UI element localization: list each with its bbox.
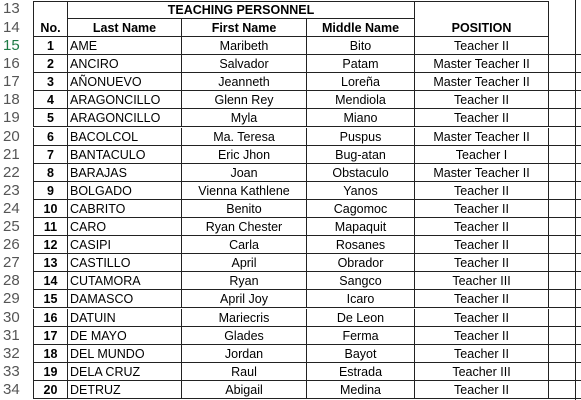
middle-name-cell[interactable]: Mendiola — [307, 91, 415, 109]
middle-name-cell[interactable]: Puspus — [307, 128, 415, 146]
row-number[interactable]: 17 — [3, 73, 20, 91]
no-cell[interactable]: 10 — [33, 200, 68, 218]
no-column-header[interactable]: No. — [33, 19, 68, 37]
position-cell[interactable]: Teacher II — [415, 182, 549, 200]
middle-name-cell[interactable]: Obstaculo — [307, 164, 415, 182]
header-row — [0, 19, 581, 37]
position-cell[interactable]: Teacher III — [415, 272, 549, 290]
first-name-cell[interactable]: Jordan — [182, 345, 307, 363]
middle-name-cell[interactable]: Ferma — [307, 327, 415, 345]
first-name-cell[interactable]: Vienna Kathlene — [182, 182, 307, 200]
no-cell[interactable]: 7 — [33, 146, 68, 164]
row-number[interactable]: 16 — [3, 55, 20, 73]
no-cell[interactable]: 4 — [33, 91, 68, 109]
middle-name-column-header[interactable]: Middle Name — [307, 19, 415, 37]
first-name-cell[interactable]: Jeanneth — [182, 73, 307, 91]
teaching-personnel-title[interactable]: TEACHING PERSONNEL — [68, 1, 415, 19]
middle-name-cell[interactable]: Yanos — [307, 182, 415, 200]
first-name-cell[interactable]: April Joy — [182, 290, 307, 308]
position-cell[interactable]: Teacher II — [415, 381, 549, 399]
row-number[interactable]: 14 — [3, 19, 20, 36]
position-cell[interactable]: Master Teacher II — [415, 55, 549, 73]
row-number[interactable]: 29 — [3, 290, 20, 308]
middle-name-cell[interactable]: Miano — [307, 109, 415, 127]
first-name-cell[interactable]: Eric Jhon — [182, 146, 307, 164]
position-cell[interactable]: Teacher III — [415, 363, 549, 381]
first-name-cell[interactable]: Joan — [182, 164, 307, 182]
row-number[interactable]: 20 — [3, 127, 20, 145]
row-number[interactable]: 27 — [3, 254, 20, 272]
no-cell[interactable]: 11 — [33, 218, 68, 236]
first-name-cell[interactable]: Ma. Teresa — [182, 128, 307, 146]
row-number[interactable]: 21 — [3, 145, 20, 163]
table-row — [0, 381, 581, 399]
last-name-cell[interactable]: DATUIN — [68, 309, 182, 327]
last-name-cell[interactable]: DAMASCO — [68, 290, 182, 308]
last-name-column-header[interactable]: Last Name — [68, 19, 182, 37]
position-cell[interactable]: Teacher II — [415, 309, 549, 327]
middle-name-cell[interactable]: Cagomoc — [307, 200, 415, 218]
no-cell[interactable]: 3 — [33, 73, 68, 91]
no-cell[interactable]: 20 — [33, 381, 68, 399]
first-name-cell[interactable]: Maribeth — [182, 37, 307, 55]
table-row — [0, 345, 581, 363]
first-name-cell[interactable]: Raul — [182, 363, 307, 381]
position-cell[interactable]: Teacher II — [415, 254, 549, 272]
position-header-top[interactable] — [415, 1, 549, 19]
table-row — [0, 73, 581, 91]
last-name-cell[interactable]: DE MAYO — [68, 327, 182, 345]
no-cell[interactable]: 13 — [33, 254, 68, 272]
row-number[interactable]: 19 — [3, 109, 20, 127]
no-cell[interactable]: 17 — [33, 327, 68, 345]
row-number[interactable]: 30 — [3, 308, 20, 326]
row-number[interactable]: 25 — [3, 218, 20, 235]
table-row — [0, 55, 581, 73]
position-cell[interactable]: Teacher II — [415, 327, 549, 345]
last-name-cell[interactable]: DELA CRUZ — [68, 363, 182, 381]
no-cell[interactable]: 18 — [33, 345, 68, 363]
first-name-cell[interactable]: Ryan — [182, 272, 307, 290]
first-name-cell[interactable]: Salvador — [182, 55, 307, 73]
position-cell[interactable]: Teacher II — [415, 236, 549, 254]
middle-name-cell[interactable]: De Leon — [307, 309, 415, 327]
table-row — [0, 309, 581, 327]
table-row — [0, 290, 581, 308]
no-cell[interactable]: 16 — [33, 309, 68, 327]
row-number[interactable]: 13 — [3, 0, 20, 17]
last-name-cell[interactable]: CASIPI — [68, 236, 182, 254]
row-number[interactable]: 34 — [3, 380, 20, 398]
position-cell[interactable]: Master Teacher II — [415, 164, 549, 182]
table-row — [0, 146, 581, 164]
first-name-column-header[interactable]: First Name — [182, 19, 307, 37]
last-name-cell[interactable]: ANCIRO — [68, 55, 182, 73]
last-name-cell[interactable]: DEL MUNDO — [68, 345, 182, 363]
table-row — [0, 37, 581, 55]
last-name-cell[interactable]: BARAJAS — [68, 164, 182, 182]
no-cell[interactable]: 15 — [33, 290, 68, 308]
last-name-cell[interactable]: CASTILLO — [68, 254, 182, 272]
last-name-cell[interactable]: BOLGADO — [68, 182, 182, 200]
first-name-cell[interactable]: Glades — [182, 327, 307, 345]
last-name-cell[interactable]: CABRITO — [68, 200, 182, 218]
last-name-cell[interactable]: ARAGONCILLO — [68, 109, 182, 127]
last-name-cell[interactable]: BANTACULO — [68, 146, 182, 164]
middle-name-cell[interactable]: Loreña — [307, 73, 415, 91]
middle-name-cell[interactable]: Bito — [307, 37, 415, 55]
last-name-cell[interactable]: AME — [68, 37, 182, 55]
no-cell[interactable]: 2 — [33, 55, 68, 73]
position-cell[interactable]: Teacher II — [415, 218, 549, 236]
middle-name-cell[interactable]: Mapaquit — [307, 218, 415, 236]
position-column-header[interactable]: POSITION — [415, 19, 549, 37]
middle-name-cell[interactable]: Icaro — [307, 290, 415, 308]
first-name-cell[interactable]: Benito — [182, 200, 307, 218]
table-row — [0, 327, 581, 345]
first-name-cell[interactable]: Ryan Chester — [182, 218, 307, 236]
position-cell[interactable]: Master Teacher II — [415, 128, 549, 146]
middle-name-cell[interactable]: Estrada — [307, 363, 415, 381]
position-cell[interactable]: Master Teacher II — [415, 73, 549, 91]
next-column-edge — [575, 0, 581, 400]
no-cell[interactable]: 19 — [33, 363, 68, 381]
no-cell[interactable]: 12 — [33, 236, 68, 254]
first-name-cell[interactable]: Carla — [182, 236, 307, 254]
position-cell[interactable]: Teacher II — [415, 37, 549, 55]
row-number[interactable]: 33 — [3, 362, 20, 380]
last-name-cell[interactable]: DETRUZ — [68, 381, 182, 399]
table-row — [0, 236, 581, 254]
position-cell[interactable]: Teacher I — [415, 146, 549, 164]
last-name-cell[interactable]: CUTAMORA — [68, 272, 182, 290]
table-row — [0, 109, 581, 127]
no-cell[interactable]: 9 — [33, 182, 68, 200]
table-row — [0, 218, 581, 236]
row-number[interactable]: 18 — [3, 91, 20, 109]
row-number[interactable]: 15 — [3, 37, 20, 54]
last-name-cell[interactable]: BACOLCOL — [68, 128, 182, 146]
position-cell[interactable]: Teacher II — [415, 91, 549, 109]
no-header-top[interactable] — [33, 1, 68, 19]
table-row — [0, 363, 581, 381]
middle-name-cell[interactable]: Patam — [307, 55, 415, 73]
no-cell[interactable]: 14 — [33, 272, 68, 290]
middle-name-cell[interactable]: Bayot — [307, 345, 415, 363]
position-cell[interactable]: Teacher II — [415, 345, 549, 363]
table-row — [0, 164, 581, 182]
title-row — [0, 0, 581, 18]
row-number[interactable]: 22 — [3, 163, 20, 181]
middle-name-cell[interactable]: Sangco — [307, 272, 415, 290]
row-number[interactable]: 28 — [3, 272, 20, 290]
first-name-cell[interactable]: April — [182, 254, 307, 272]
last-name-cell[interactable]: AÑONUEVO — [68, 73, 182, 91]
table-row — [0, 182, 581, 200]
table-row — [0, 91, 581, 109]
table-row — [0, 254, 581, 272]
no-cell[interactable]: 5 — [33, 109, 68, 127]
table-row — [0, 128, 581, 146]
position-cell[interactable]: Teacher II — [415, 200, 549, 218]
row-number[interactable]: 32 — [3, 344, 20, 362]
position-cell[interactable]: Teacher II — [415, 290, 549, 308]
first-name-cell[interactable]: Glenn Rey — [182, 91, 307, 109]
first-name-cell[interactable]: Myla — [182, 109, 307, 127]
row-number[interactable]: 23 — [3, 181, 20, 199]
middle-name-cell[interactable]: Rosanes — [307, 236, 415, 254]
no-cell[interactable]: 8 — [33, 164, 68, 182]
last-name-cell[interactable]: ARAGONCILLO — [68, 91, 182, 109]
row-number[interactable]: 31 — [3, 326, 20, 344]
middle-name-cell[interactable]: Bug-atan — [307, 146, 415, 164]
row-number[interactable]: 24 — [3, 199, 20, 217]
no-cell[interactable]: 6 — [33, 128, 68, 146]
no-cell[interactable]: 1 — [33, 37, 68, 55]
row-number[interactable]: 26 — [3, 236, 20, 254]
table-row — [0, 272, 581, 290]
first-name-cell[interactable]: Mariecris — [182, 309, 307, 327]
middle-name-cell[interactable]: Obrador — [307, 254, 415, 272]
last-name-cell[interactable]: CARO — [68, 218, 182, 236]
position-cell[interactable]: Teacher II — [415, 109, 549, 127]
middle-name-cell[interactable]: Medina — [307, 381, 415, 399]
first-name-cell[interactable]: Abigail — [182, 381, 307, 399]
table-row — [0, 200, 581, 218]
